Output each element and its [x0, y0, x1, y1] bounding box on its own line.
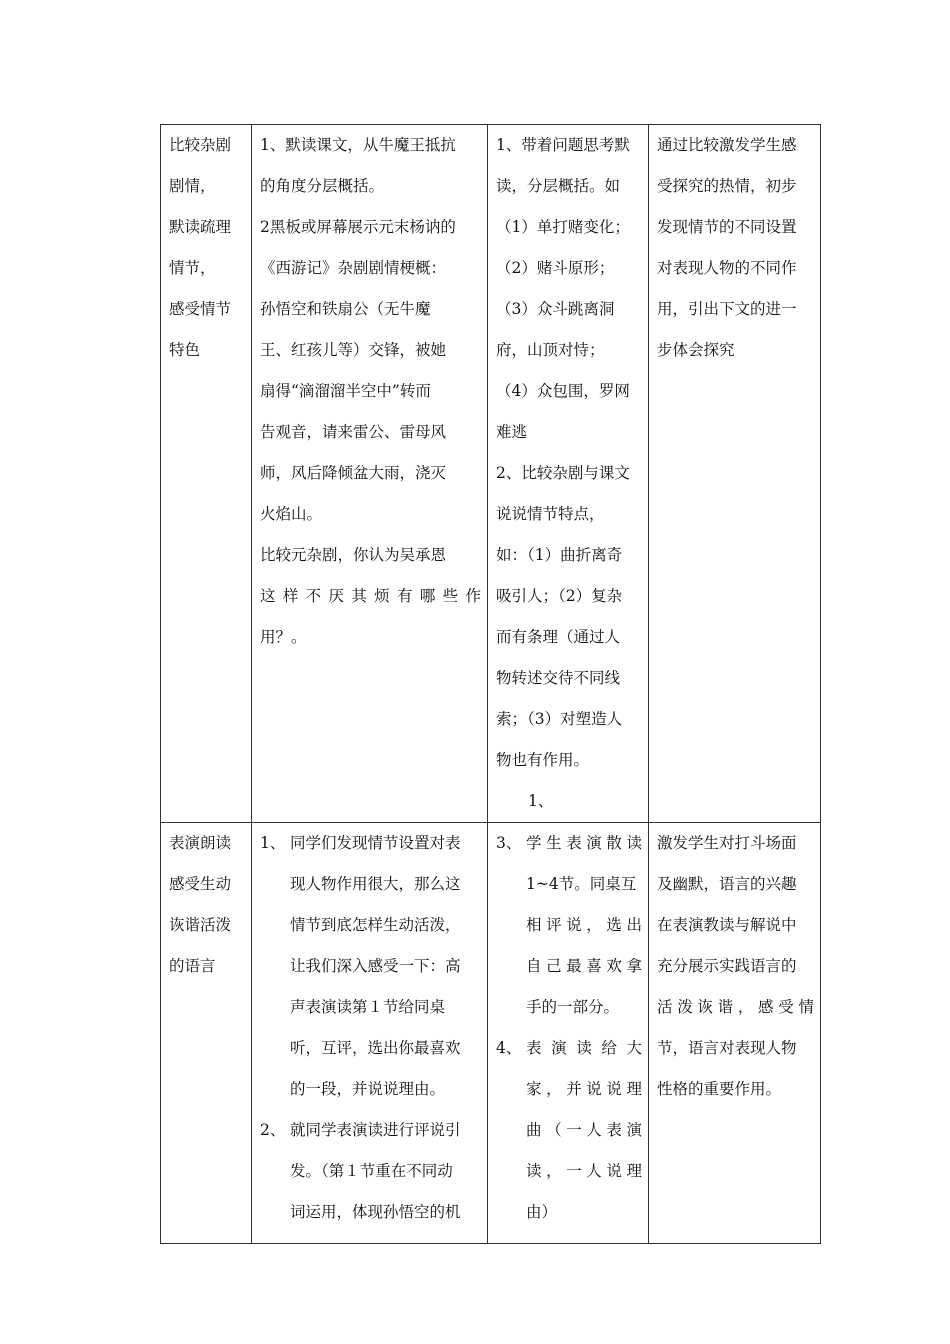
- cell-line: 比较杂剧: [169, 136, 232, 154]
- design-intent-cell: [649, 125, 821, 823]
- table-row: [161, 125, 821, 823]
- student-activity-cell: [488, 823, 649, 1244]
- cell-line: 的语言: [169, 957, 216, 975]
- cell-line: 学生表演散读: [526, 834, 642, 852]
- cell-line: 的角度分层概括。: [260, 177, 385, 195]
- stage-cell: [161, 125, 252, 823]
- cell-line: 默读疏理: [169, 218, 232, 236]
- cell-line: 孙悟空和铁扇公（无牛魔: [260, 300, 431, 318]
- stage-cell: [161, 823, 252, 1244]
- cell-line: 比较元杂剧，你认为吴承恩: [260, 546, 447, 564]
- cell-line: 吸引人；（2）复杂: [496, 587, 623, 605]
- cell-line: 而有条理（通过人: [496, 628, 621, 646]
- cell-line: 告观音，请来雷公、雷母风: [260, 423, 447, 441]
- cell-line: 2黑板或屏幕展示元末杨讷的: [260, 218, 456, 236]
- cell-line: 2、比较杂剧与课文: [496, 464, 630, 482]
- table-row: [161, 823, 821, 1244]
- cell-line: 1、带着问题思考默: [496, 136, 630, 154]
- numbered-item: [260, 823, 481, 1110]
- cell-line: 府，山顶对恃；: [496, 341, 605, 359]
- cell-line: 节，语言对表现人物: [657, 1039, 797, 1057]
- cell-line: （1）单打赌变化；: [496, 218, 630, 236]
- cell-line: 读，分层概括。如: [496, 177, 621, 195]
- cell-line: 火焰山。: [260, 505, 323, 523]
- cell-line: 充分展示实践语言的: [657, 957, 797, 975]
- cell-line: 性格的重要作用。: [657, 1080, 782, 1098]
- item-number: 1、: [260, 834, 286, 852]
- cell-line: 表演读给大: [526, 1039, 642, 1057]
- cell-line: 在表演教读与解说中: [657, 916, 797, 934]
- cell-line: 师，风后降倾盆大雨，浇灭: [260, 464, 447, 482]
- cell-line: 通过比较激发学生感: [657, 136, 797, 154]
- cell-line: 感受生动: [169, 875, 232, 893]
- cell-line: （2）赌斗原形；: [496, 259, 615, 277]
- item-number: 3、: [496, 834, 522, 852]
- cell-line: 激发学生对打斗场面: [657, 834, 797, 852]
- teacher-activity-cell: [252, 125, 488, 823]
- item-number: 4、: [496, 1039, 522, 1057]
- cell-line: 剧情，: [169, 177, 216, 195]
- numbered-item: [496, 823, 642, 1028]
- numbered-item: [496, 1028, 642, 1233]
- cell-line: 1、: [528, 792, 554, 810]
- cell-line: 扇得“滴溜溜半空中”转而: [260, 382, 431, 400]
- cell-line: 读，一人说理: [526, 1162, 642, 1180]
- cell-line: （3）众斗跳离洞: [496, 300, 615, 318]
- cell-line: 对表现人物的不同作: [657, 259, 797, 277]
- design-intent-cell: [649, 823, 821, 1244]
- cell-line: 活泼诙谐，感受情: [657, 998, 814, 1016]
- cell-line: 用？。: [260, 628, 307, 646]
- cell-line: 1、默读课文，从牛魔王抵抗: [260, 136, 456, 154]
- cell-line: 听，互评，选出你最喜欢: [290, 1039, 461, 1057]
- cell-line: 《西游记》杂剧剧情梗概：: [260, 259, 447, 277]
- cell-line: 用，引出下文的进一: [657, 300, 797, 318]
- cell-line: 王、红孩儿等）交锋，被她: [260, 341, 447, 359]
- cell-line: 步体会探究: [657, 341, 735, 359]
- cell-line: 词运用，体现孙悟空的机: [290, 1203, 461, 1221]
- cell-line: 及幽默，语言的兴趣: [657, 875, 797, 893]
- teacher-activity-cell: [252, 823, 488, 1244]
- cell-line: 感受情节: [169, 300, 232, 318]
- lesson-plan-table: [160, 124, 821, 1244]
- cell-line: 让我们深入感受一下：高: [290, 957, 461, 975]
- cell-line: （4）众包围，罗网: [496, 382, 630, 400]
- cell-line: 相评说，选出: [526, 916, 642, 934]
- cell-line: 难逃: [496, 423, 528, 441]
- cell-line: 现人物作用很大，那么这: [290, 875, 461, 893]
- cell-line: 就同学表演读进行评说引: [290, 1121, 461, 1139]
- cell-line: 声表演读第１节给同桌: [290, 998, 446, 1016]
- cell-line: 自己最喜欢拿: [526, 957, 642, 975]
- student-activity-cell: [488, 125, 649, 823]
- cell-line: 发。（第１节重在不同动: [290, 1162, 453, 1180]
- cell-line: 情节到底怎样生动活泼，: [290, 916, 461, 934]
- cell-line: 这样不厌其烦有哪些作: [260, 587, 481, 605]
- cell-line: 特色: [169, 341, 201, 359]
- cell-line: 诙谐活泼: [169, 916, 232, 934]
- cell-line: 受探究的热情，初步: [657, 177, 797, 195]
- numbered-item: [260, 1110, 481, 1233]
- cell-line: 曲（一人表演: [526, 1121, 642, 1139]
- cell-line: 物转述交待不同线: [496, 669, 621, 687]
- cell-line: 情节，: [169, 259, 216, 277]
- cell-line: 索；（3）对塑造人: [496, 710, 623, 728]
- cell-line: 家，并说说理: [526, 1080, 642, 1098]
- cell-line: 表演朗读: [169, 834, 232, 852]
- cell-line: 如：（1）曲折离奇: [496, 546, 623, 564]
- cell-line: 1~4节。同桌互: [526, 875, 637, 893]
- cell-line: 由）: [526, 1203, 558, 1221]
- cell-line: 同学们发现情节设置对表: [290, 834, 461, 852]
- cell-line: 说说情节特点，: [496, 505, 605, 523]
- cell-line: 手的一部分。: [526, 998, 620, 1016]
- item-number: 2、: [260, 1121, 286, 1139]
- cell-line: 发现情节的不同设置: [657, 218, 797, 236]
- cell-line: 的一段，并说说理由。: [290, 1080, 446, 1098]
- cell-line: 物也有作用。: [496, 751, 590, 769]
